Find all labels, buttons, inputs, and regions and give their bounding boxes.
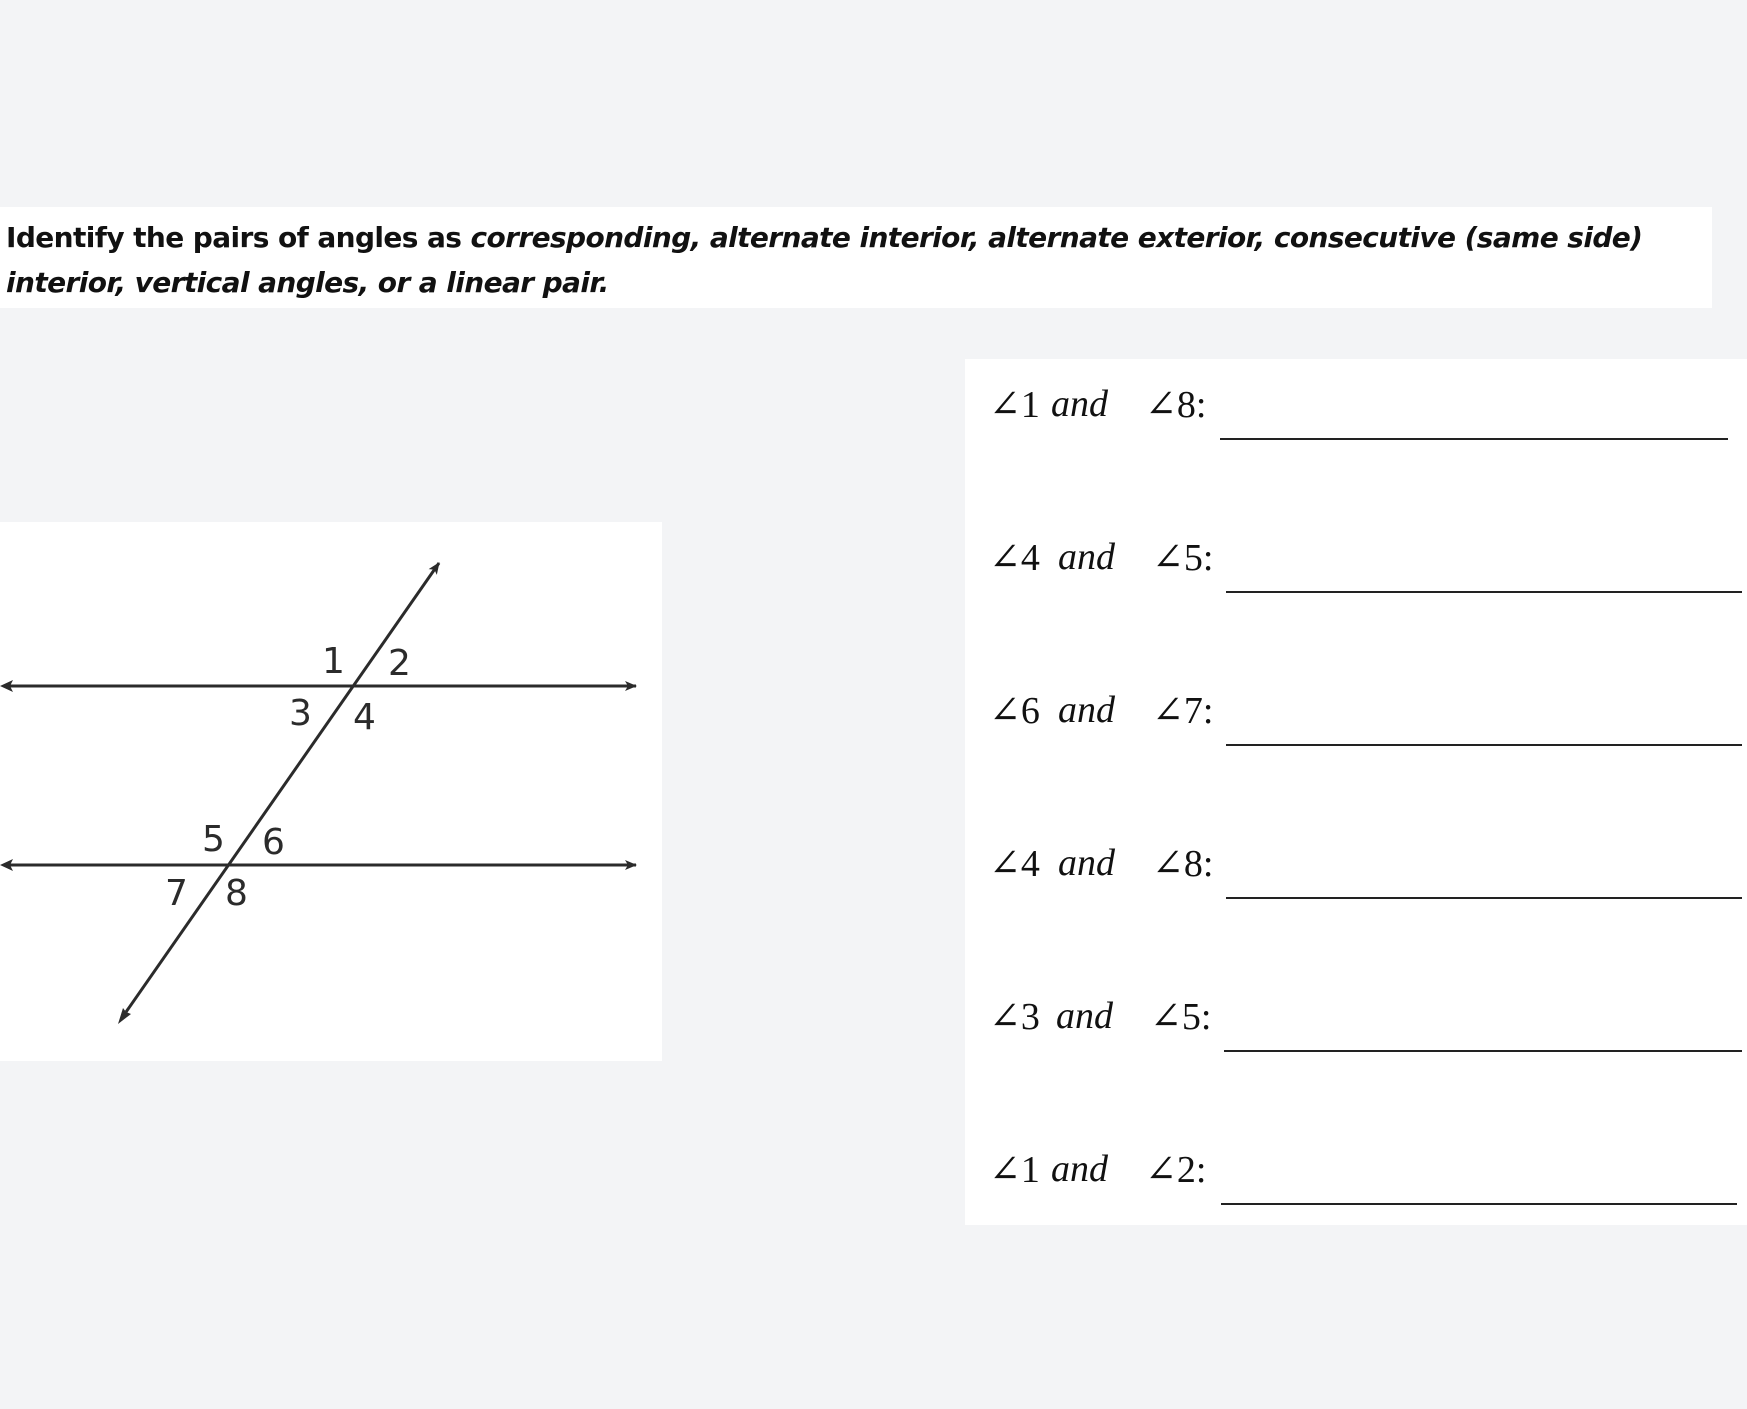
angle-label-7: 7 (165, 873, 188, 914)
angle-label-5: 5 (202, 819, 225, 860)
instructions (0, 207, 1712, 308)
arrowhead-transversal-bottom (118, 1008, 131, 1024)
angle-label-3: 3 (289, 693, 312, 734)
angle-pair-row (965, 529, 1747, 589)
second-angle: ∠7: (1152, 690, 1214, 732)
conjunction: and (1051, 383, 1108, 425)
conjunction: and (1051, 1148, 1108, 1190)
answer-blank[interactable] (1221, 1203, 1737, 1205)
angle-pair-row (965, 835, 1747, 895)
angle-pair-row (965, 988, 1747, 1048)
answer-blank[interactable] (1226, 744, 1742, 746)
angle-label-1: 1 (322, 641, 345, 682)
angle-label-4: 4 (353, 697, 376, 738)
answer-blank[interactable] (1224, 1050, 1742, 1052)
angle-pair-row (965, 1141, 1747, 1201)
first-angle: ∠6 (989, 690, 1040, 732)
second-angle: ∠8: (1145, 384, 1207, 426)
second-angle: ∠8: (1152, 843, 1214, 885)
conjunction: and (1058, 536, 1115, 578)
instructions-lead: Identify the pairs of angles as (6, 221, 471, 254)
angle-label-8: 8 (225, 873, 248, 914)
conjunction: and (1058, 689, 1115, 731)
answer-list (965, 359, 1747, 1225)
instructions-terms: corresponding, alternate interior, alternate exterior, consecutive (same side) interior, vertical angles, or a linear pair. (6, 221, 1643, 299)
transversal-figure (0, 522, 662, 1061)
conjunction: and (1056, 995, 1113, 1037)
answer-blank[interactable] (1220, 438, 1728, 440)
first-angle: ∠4 (989, 843, 1040, 885)
angle-label-6: 6 (262, 822, 285, 863)
parallel-lines-diagram (0, 522, 662, 1061)
first-angle: ∠3 (989, 996, 1040, 1038)
first-angle: ∠1 (989, 1149, 1040, 1191)
second-angle: ∠5: (1152, 537, 1214, 579)
first-angle: ∠4 (989, 537, 1040, 579)
answer-blank[interactable] (1226, 591, 1742, 593)
angle-label-2: 2 (388, 643, 411, 684)
conjunction: and (1058, 842, 1115, 884)
second-angle: ∠5: (1150, 996, 1212, 1038)
answer-blank[interactable] (1226, 897, 1742, 899)
first-angle: ∠1 (989, 384, 1040, 426)
second-angle: ∠2: (1145, 1149, 1207, 1191)
angle-pair-row (965, 376, 1747, 436)
transversal-line (126, 563, 439, 1012)
angle-pair-row (965, 682, 1747, 742)
